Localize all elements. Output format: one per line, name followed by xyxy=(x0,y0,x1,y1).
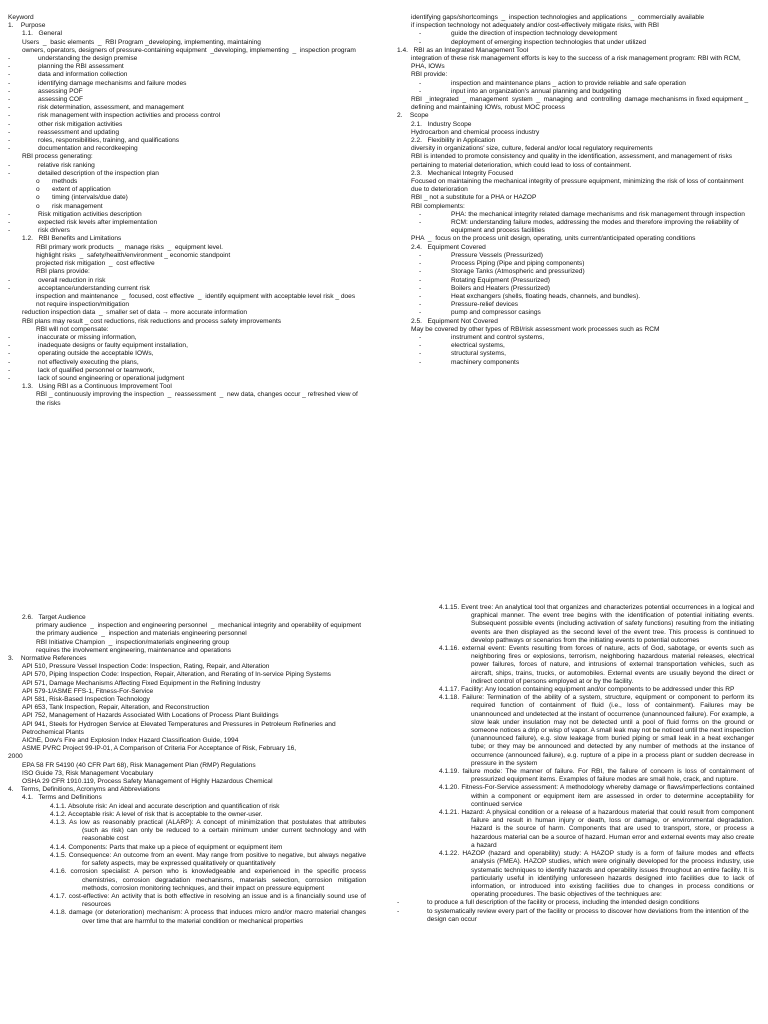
text-line: 4.1.21. Hazard: A physical condition or a release of a hazardous material that could result from component failure and result in human injury or death, loss or damage, or environmental degradation. Hazard is the source of harm. Components that are used to transport, store, or process a hazardous material can be a source of hazard. Human error and external events may also create a hazard xyxy=(439,809,754,849)
text-line: OSHA 29 CFR 1910.119, Process Safety Management of Highly Hazardous Chemical xyxy=(22,778,273,786)
text-line: 1.4. RBI as an Integrated Management Tool xyxy=(397,46,529,54)
text-line: - RCM: understanding failure modes, addressing the modes and therefore improving the reliability of equipment and process facilities xyxy=(397,219,754,235)
text-line: 4.1.8. damage (or deterioration) mechanism: A process that induces micro and/or macro material changes over time that are harmful to the material condition or mechanical properties xyxy=(50,909,366,925)
text-line: EPA 58 FR 54190 (40 CFR Part 68), Risk Management Plan (RMP) Regulations xyxy=(22,761,256,769)
text-line: - Risk mitigation activities description xyxy=(8,211,366,219)
text-line: ASME PVRC Project 99-IP-01, A Comparison of Criteria For Acceptance of Risk, February 16, xyxy=(22,745,297,753)
text-line: - overall reduction in risk xyxy=(8,277,366,285)
text-line: - assessing COF xyxy=(8,96,366,104)
text-line: AIChE, Dow's Fire and Explosion Index Hazard Classification Guide, 1994 xyxy=(22,737,239,745)
text-line: API 581, Risk-Based Inspection Technology xyxy=(22,696,150,704)
text-line: highlight risks _ safety/health/environment _ economic standpoint xyxy=(36,251,231,259)
text-line: API 571, Damage Mechanisms Affecting Fixed Equipment in the Refining Industry xyxy=(22,679,261,687)
right-column-top xyxy=(397,14,754,604)
text-line: 4.1.22. HAZOP (hazard and operability) study: A HAZOP study is a form of failure modes and effects analysis (FMEA). HAZOP studies, which were originally developed for the process industry, use systematic techniques to identify hazards and operability issues throughout an entire facility. It is particularly useful in identifying unforeseen hazards designed into facilities due to lack of information, or introduced into existing facilities due to changes in process conditions or operating procedures. The basic objectives of the techniques are: xyxy=(439,850,754,899)
text-line: - documentation and recordkeeping xyxy=(8,145,366,153)
text-line: 2.5. Equipment Not Covered xyxy=(411,317,498,325)
text-line: RBI primary work products _ manage risks _ equipment level. xyxy=(36,243,223,251)
text-line: the primary audience _ inspection and materials engineering personnel xyxy=(36,630,247,638)
text-line: API 941, Steels for Hydrogen Service at Elevated Temperatures and Pressures in Petroleum Refineries and Petrochemical Plants xyxy=(22,720,338,736)
text-line: 2.4. Equipment Covered xyxy=(411,243,486,251)
text-line: RBI _integrated _ management system _ managing and controlling damage mechanisms in fixed equipment _ defining and maintaining IOWs, robust MOC process xyxy=(411,96,751,112)
text-line: 4.1.4. Components: Parts that make up a piece of equipment or equipment item xyxy=(50,843,283,851)
text-line: RBI plans may result _ cost reductions, risk reductions and process safety improvements xyxy=(22,317,282,325)
text-line: 4.1.18. Failure: Termination of the ability of a system, structure, equipment or component to perform its required function of containment of fluid (i.e., loss of containment). Failures may be unannounced and undetected at the instant of occurrence (unannounced failure). For example, a slow leak under insulation may not be detected until a pool of fluid forms on the ground or someone notices a drip or wisp of vapor. A small leak may not be noticed until the next inspection (unannounced failure), e.g. slow leakage from buried piping or small leak in a heat exchanger tube; or they may be announced and detected by any number of methods at the instance of occurrence (announced failure), e.g. rupture of a pipe in a process plant or sudden decrease in pressure in the system xyxy=(439,694,754,767)
text-line: 4.1.17. Facility: Any location containing equipment and/or components to be addressed under this RP xyxy=(439,686,735,694)
text-line: primary audience _ inspection and engineering personnel _ mechanical integrity and operability of equipment xyxy=(36,622,362,630)
text-line: - assessing POF xyxy=(8,88,366,96)
left-column-top xyxy=(8,14,366,604)
text-line: RBI process generating: xyxy=(22,153,93,161)
text-line: 4.1.20. Fitness-For-Service assessment: A methodology whereby damage or flaws/imperfections contained within a component or equipment item are assessed in order to determine acceptability for continued service xyxy=(439,784,754,808)
text-line: 4.1. Terms and Definitions xyxy=(22,794,102,802)
text-line: - electrical systems, xyxy=(397,342,754,350)
text-line: 4.1.6. corrosion specialist: A person who is knowledgeable and experienced in the specific process chemistries, corrosion degradation mechanisms, materials selection, corrosion mitigation methods, corrosion monitoring techniques, and their impact on pressure equipment xyxy=(50,868,366,892)
text-line: o timing (intervals/due date) xyxy=(8,194,366,202)
right-column-bottom xyxy=(397,604,754,1024)
text-line: 4.1.1. Absolute risk: An ideal and accurate description and quantification of risk xyxy=(50,802,280,810)
text-line: if inspection technology not adequately and/or cost-effectively mitigate risks, with RBI xyxy=(411,22,660,30)
text-line: 4.1.3. As low as reasonably practical (ALARP): A concept of minimization that postulates that attributes (such as risk) can only be reduced to a certain minimum under current technology and with reasonable cost xyxy=(50,819,366,843)
text-line: o extent of application xyxy=(8,186,366,194)
text-line: - acceptance/understanding current risk xyxy=(8,285,366,293)
text-line: - operating outside the acceptable IOWs, xyxy=(8,350,366,358)
text-line: - lack of qualified personnel or teamwork, xyxy=(8,367,366,375)
text-line: 1.2. RBI Benefits and Limitations xyxy=(22,235,122,243)
text-line: - inadequate designs or faulty equipment installation, xyxy=(8,342,366,350)
text-line: - relative risk ranking xyxy=(8,162,366,170)
text-line: - expected risk levels after implementation xyxy=(8,219,366,227)
text-line: - risk management with inspection activities and process control xyxy=(8,112,366,120)
text-line: - Heat exchangers (shells, floating heads, channels, and bundles). xyxy=(397,293,754,301)
text-line: - input into an organization's annual planning and budgeting xyxy=(397,88,754,96)
text-line: - lack of sound engineering or operational judgment xyxy=(8,375,366,383)
text-line: - pump and compressor casings xyxy=(397,309,754,317)
text-line: 4. Terms, Definitions, Acronyms and Abbreviations xyxy=(8,786,160,794)
text-line: - roles, responsibilities, training, and qualifications xyxy=(8,137,366,145)
text-line: inspection and maintenance _ focused, cost effective _ identify equipment with acceptable level risk _ does not require inspection/mitigation xyxy=(36,292,357,309)
text-line: - Process Piping (Pipe and piping components) xyxy=(397,260,754,268)
left-column-bottom xyxy=(8,614,366,1024)
text-line: - Boilers and Heaters (Pressurized) xyxy=(397,285,754,293)
text-line: owners, operators, designers of pressure-containing equipment _developing, implementing _ inspection program xyxy=(22,46,356,54)
text-line: - identifying damage mechanisms and failure modes xyxy=(8,80,366,88)
text-line: diversity in organizations' size, culture, federal and/or local regulatory requirements xyxy=(411,145,653,153)
text-line: - machinery components xyxy=(397,359,754,367)
text-line: - understanding the design premise xyxy=(8,55,366,63)
text-line: integration of these risk management efforts is key to the success of a risk management program: RBI with RCM, PHA, IOWs xyxy=(411,55,743,71)
text-line: Users _ basic elements _ RBI Program _developing, implementing, maintaining xyxy=(22,38,261,46)
text-line: 3. Normative References xyxy=(8,655,87,663)
text-line: - structural systems, xyxy=(397,350,754,358)
text-line: - instrument and control systems, xyxy=(397,334,754,342)
text-line: - reassessment and updating xyxy=(8,129,366,137)
text-line: RBI _ continuously improving the inspection _ reassessment _ new data, changes occur _ refreshed view of the risks xyxy=(36,391,360,407)
text-line: - guide the direction of inspection technology development xyxy=(397,30,754,38)
text-line: 2.3. Mechanical Integrity Focused xyxy=(411,169,514,177)
text-line: requires the involvement engineering, maintenance and operations xyxy=(36,646,232,654)
text-line: - to systematically review every part of the facility or process to discover how deviations from the intention of the design can occur xyxy=(397,908,754,924)
text-line: 2000 xyxy=(8,753,23,761)
text-line: API 579-1/ASME FFS-1, Fitness-For-Service xyxy=(22,687,154,695)
text-line: API 653, Tank Inspection, Repair, Alteration, and Reconstruction xyxy=(22,704,210,712)
text-line: RBI is intended to promote consistency and quality in the identification, assessment, and management of risks pertaining to material deterioration, which could lead to loss of containment. xyxy=(411,153,734,169)
text-line: - other risk mitigation activities xyxy=(8,121,366,129)
text-line: 4.1.16. external event: Events resulting from forces of nature, acts of God, sabotage, or events such as neighboring fires or explosions, terrorism, neighboring hazardous material releases, electrical power failures, forces of nature, and intrusions of external transportation vehicles, such as aircraft, ships, trains, trucks, or automobiles. External events are usually beyond the direct or indirect control of persons employed at or by the facility. xyxy=(439,645,754,685)
text-line: 1.1. General xyxy=(22,30,62,38)
text-line: 1. Purpose xyxy=(8,22,46,30)
text-line: - not effectively executing the plans, xyxy=(8,359,366,367)
text-line: RBI will not compensate: xyxy=(36,325,109,333)
text-line: - inaccurate or missing information, xyxy=(8,334,366,342)
text-line: - Rotating Equipment (Pressurized) xyxy=(397,277,754,285)
text-line: RBI _ not a substitute for a PHA or HAZOP xyxy=(411,194,537,202)
text-line: 1.3. Using RBI as a Continuous Improvement Tool xyxy=(22,383,172,391)
text-line: 2.2. Flexibility in Application xyxy=(411,137,496,145)
text-line: RBI plans provide: xyxy=(36,268,90,276)
text-line: identifying gaps/shortcomings _ inspection technologies and applications _ commercially available xyxy=(411,14,705,21)
text-line: API 510, Pressure Vessel Inspection Code: Inspection, Rating, Repair, and Alteration xyxy=(22,663,270,671)
text-line: - inspection and maintenance plans _ action to provide reliable and safe operation xyxy=(397,80,754,88)
text-line: - Storage Tanks (Atmospheric and pressurized) xyxy=(397,268,754,276)
text-line: RBI Initiative Champion _ inspection/materials engineering group xyxy=(36,638,230,646)
text-line: RBI provide: xyxy=(411,71,448,79)
text-line: Focused on maintaining the mechanical integrity of pressure equipment, minimizing the risk of loss of containment due to deterioration xyxy=(411,178,746,194)
text-line: - planning the RBI assessment xyxy=(8,63,366,71)
text-line: RBI complements: xyxy=(411,202,465,210)
text-line: o methods xyxy=(8,178,366,186)
text-line: o risk management xyxy=(8,203,366,211)
text-line: - Pressure Vessels (Pressurized) xyxy=(397,252,754,260)
text-line: reduction inspection data _ smaller set of data → more accurate information xyxy=(22,309,248,317)
text-line: Hydrocarbon and chemical process industry xyxy=(411,128,540,136)
text-line: 2.6. Target Audience xyxy=(22,614,86,621)
text-line: projected risk mitigation _ cost effective xyxy=(36,260,155,268)
text-line: - detailed description of the inspection plan xyxy=(8,170,366,178)
text-line: - deployment of emerging inspection technologies that under utilized xyxy=(397,39,754,47)
text-line: Keyword xyxy=(8,14,34,21)
text-line: API 570, Piping Inspection Code: Inspection, Repair, Alteration, and Rerating of In-service Piping Systems xyxy=(22,671,331,679)
text-line: - data and information collection xyxy=(8,71,366,79)
text-line: - Pressure-relief devices xyxy=(397,301,754,309)
text-line: 4.1.19. failure mode: The manner of failure. For RBI, the failure of concern is loss of containment of pressurized equipment items. Examples of failure modes are small hole, crack, and rupture. xyxy=(439,768,754,784)
text-line: 4.1.15. Event tree: An analytical tool that organizes and characterizes potential occurrences in a logical and graphical manner. The event tree begins with the identification of potential initiating events. Subsequent possible events (including activation of safety functions) resulting from the initiating events are then displayed as the second level of the event tree. This process is continued to develop pathways or scenarios from the initiating events to potential outcomes xyxy=(439,604,754,644)
text-line: 4.1.5. Consequence: An outcome from an event. May range from positive to negative, but always negative for safety aspects, may be expressed qualitatively or quantitatively xyxy=(50,851,366,868)
text-line: ISO Guide 73, Risk Management Vocabulary xyxy=(22,769,154,777)
text-line: PHA _ focus on the process unit design, operating, units current/anticipated operating conditions xyxy=(411,235,696,243)
text-line: API 752, Management of Hazards Associated With Locations of Process Plant Buildings xyxy=(22,712,279,720)
text-line: - to produce a full description of the facility or process, including the intended design conditions xyxy=(397,899,754,907)
text-line: - PHA: the mechanical integrity related damage mechanisms and risk management through inspection xyxy=(397,211,754,219)
text-line: 4.1.2. Acceptable risk: A level of risk that is acceptable to the owner-user. xyxy=(50,810,263,818)
text-line: May be covered by other types of RBI/risk assessment work processes such as RCM xyxy=(411,325,660,333)
text-line: - risk drivers xyxy=(8,227,366,235)
text-line: 4.1.7. cost-effective: An activity that is both effective in resolving an issue and is a financially sound use of resources xyxy=(50,892,366,909)
text-line: - risk determination, assessment, and management xyxy=(8,104,366,112)
text-line: 2. Scope xyxy=(397,112,429,120)
text-line: 2.1. Industry Scope xyxy=(411,120,472,128)
